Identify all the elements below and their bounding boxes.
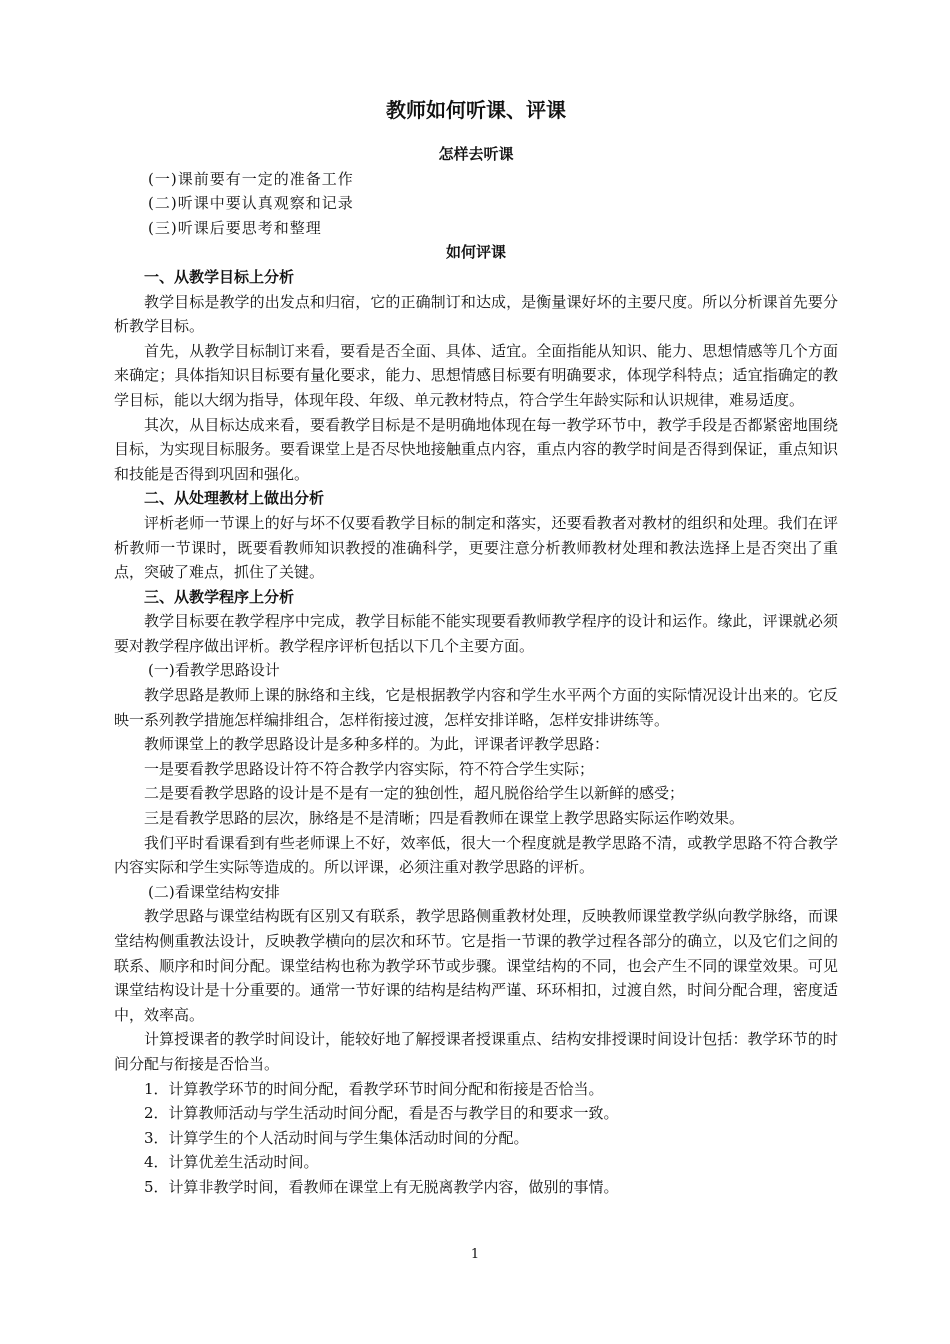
heading-textbook-handling: 二、从处理教材上做出分析 bbox=[144, 489, 325, 508]
section-heading-listen: 怎样去听课 bbox=[438, 145, 514, 163]
paragraph: 评析老师一节课上的好与坏不仅要看教学目标的制定和落实，还要看教者对教材的组织和处理。我们在评析教师一节课时，既要看教师知识教授的准确科学，更要注意分析教师教材处理和教法选择上是否突出了重点，突破了难点，抓住了关键。 bbox=[114, 513, 838, 582]
paragraph: 计算授课者的教学时间设计，能较好地了解授课者授课重点、结构安排授课时间设计包括：教学环节的时间分配与衔接是否恰当。 bbox=[114, 1030, 838, 1073]
heading-teaching-goals: 一、从教学目标上分析 bbox=[144, 267, 295, 286]
subheading-class-structure: (二)看课堂结构安排 bbox=[148, 882, 280, 901]
section-heading-evaluate: 如何评课 bbox=[445, 243, 506, 262]
list-item: 3．计算学生的个人活动时间与学生集体活动时间的分配。 bbox=[144, 1128, 529, 1147]
listen-item-2: (二)听课中要认真观察和记录 bbox=[148, 194, 354, 213]
paragraph: 教学目标要在教学程序中完成，教学目标能不能实现要看教师教学程序的设计和运作。缘此，评课就必须要对教学程序做出评析。教学程序评析包括以下几个主要方面。 bbox=[114, 612, 838, 655]
list-item: 1．计算教学环节的时间分配，看教学环节时间分配和衔接是否恰当。 bbox=[144, 1079, 604, 1098]
heading-teaching-procedure: 三、从教学程序上分析 bbox=[144, 587, 295, 606]
paragraph: 三是看教学思路的层次，脉络是不是清晰；四是看教师在课堂上教学思路实际运作哟效果。 bbox=[144, 809, 745, 828]
paragraph: 二是要看教学思路的设计是不是有一定的独创性，超凡脱俗给学生以新鲜的感受； bbox=[144, 784, 685, 803]
paragraph: 首先，从教学目标制订来看，要看是否全面、具体、适宜。全面指能从知识、能力、思想情感等几个方面来确定；具体指知识目标要有量化要求，能力、思想情感目标要有明确要求，体现学科特点；适宜指确定的教学目标，能以大纲为指导，体现年段、年级、单元教材特点，符合学生年龄实际和认识规律，难易适度。 bbox=[114, 341, 838, 409]
paragraph: 我们平时看课看到有些老师课上不好，效率低，很大一个程度就是教学思路不清，或教学思路不符合教学内容实际和学生实际等造成的。所以评课，必须注重对教学思路的评析。 bbox=[114, 833, 838, 877]
document-title: 教师如何听课、评课 bbox=[386, 98, 566, 122]
list-item: 5．计算非教学时间，看教师在课堂上有无脱离教学内容，做别的事情。 bbox=[144, 1177, 619, 1196]
list-item: 2．计算教师活动与学生活动时间分配，看是否与教学目的和要求一致。 bbox=[144, 1104, 619, 1123]
paragraph: 其次，从目标达成来看，要看教学目标是不是明确地体现在每一教学环节中，教学手段是否都紧密地围绕目标，为实现目标服务。要看课堂上是否尽快地接触重点内容，重点内容的教学时间是否得到保证，重点知识和技能是否得到巩固和强化。 bbox=[114, 415, 838, 483]
page-number: 1 bbox=[470, 1247, 480, 1262]
listen-item-1: (一)课前要有一定的准备工作 bbox=[148, 169, 354, 188]
listen-item-3: (三)听课后要思考和整理 bbox=[148, 218, 322, 237]
paragraph: 教学目标是教学的出发点和归宿，它的正确制订和达成，是衡量课好坏的主要尺度。所以分析课首先要分析教学目标。 bbox=[114, 292, 838, 336]
paragraph: 教学思路是教师上课的脉络和主线，它是根据教学内容和学生水平两个方面的实际情况设计出来的。它反映一系列教学措施怎样编排组合，怎样衔接过渡，怎样安排详略，怎样安排讲练等。 bbox=[114, 686, 838, 729]
paragraph: 一是要看教学思路设计符不符合教学内容实际，符不符合学生实际； bbox=[144, 759, 595, 778]
document-body bbox=[114, 96, 838, 1200]
paragraph: 教师课堂上的教学思路设计是多种多样的。为此，评课者评教学思路： bbox=[144, 735, 610, 754]
paragraph: 教学思路与课堂结构既有区别又有联系，教学思路侧重教材处理，反映教师课堂教学纵向教学脉络，而课堂结构侧重教法设计，反映教学横向的层次和环节。它是指一节课的教学过程各部分的确立，以及它们之间的联系、顺序和时间分配。课堂结构也称为教学环节或步骤。课堂结构的不同，也会产生不同的课堂效果。可见课堂结构设计是十分重要的。通常一节好课的结构是结构严谨、环环相扣，过渡自然，时间分配合理，密度适中，效率高。 bbox=[114, 907, 838, 1024]
subheading-teaching-ideas: (一)看教学思路设计 bbox=[148, 661, 280, 680]
list-item: 4．计算优差生活动时间。 bbox=[144, 1153, 319, 1172]
